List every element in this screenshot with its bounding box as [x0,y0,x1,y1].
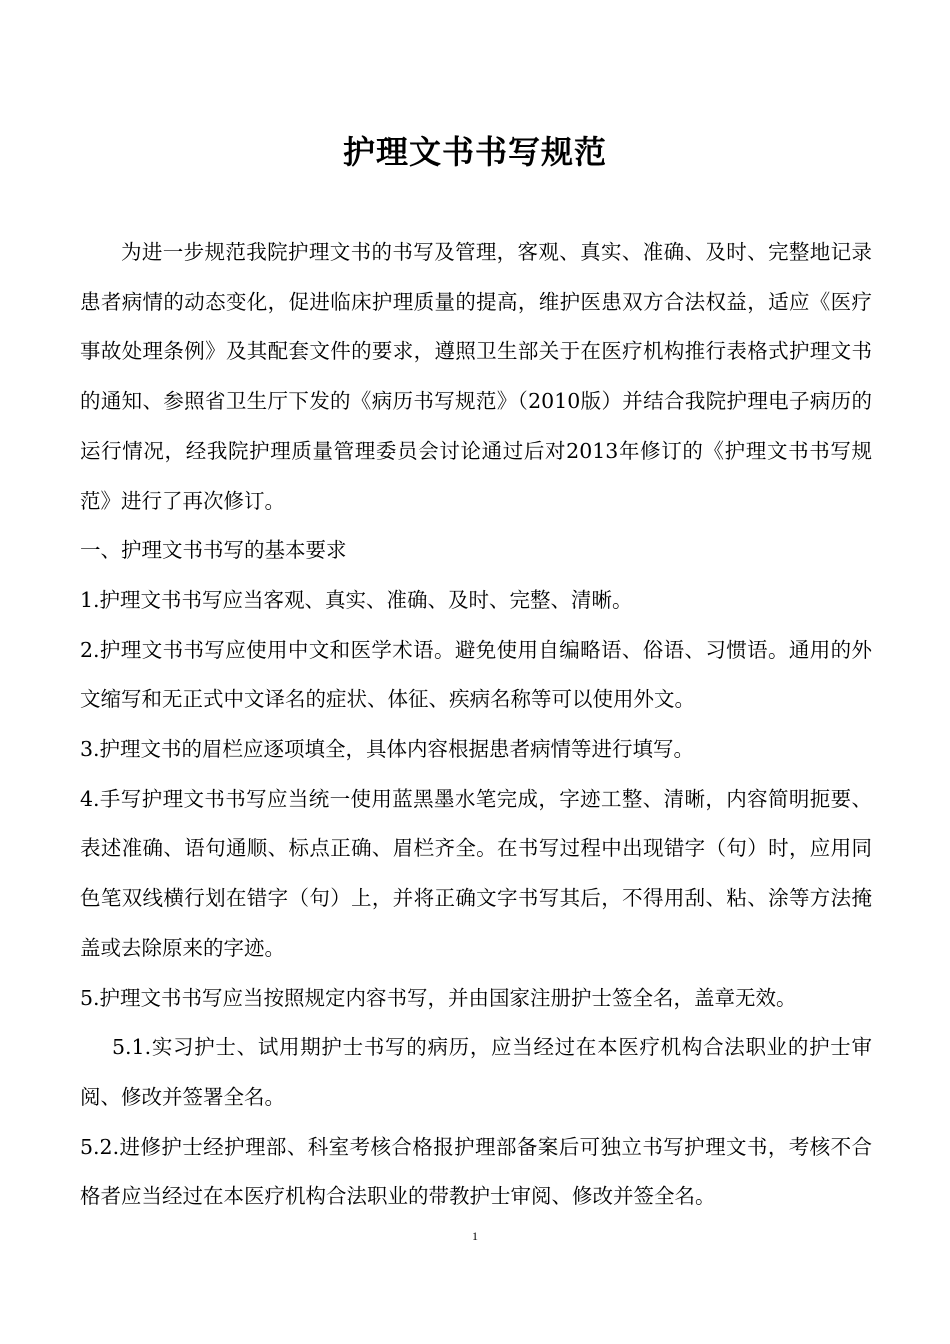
requirement-item-4: 4.手写护理文书书写应当统一使用蓝黑墨水笔完成，字迹工整、清晰，内容简明扼要、表述准确、语句通顺、标点正确、眉栏齐全。在书写过程中出现错字（句）时，应用同色笔双线横行划在错字（句）上，并将正确文字书写其后，不得用刮、粘、涂等方法掩盖或去除原来的字迹。 [80,786,872,960]
requirement-item-2: 2.护理文书书写应使用中文和医学术语。避免使用自编略语、俗语、习惯语。通用的外文缩写和无正式中文译名的症状、体征、疾病名称等可以使用外文。 [80,637,872,712]
requirement-item-5: 5.护理文书书写应当按照规定内容书写，并由国家注册护士签全名，盖章无效。 [80,985,797,1010]
requirement-item-5-2: 5.2.进修护士经护理部、科室考核合格报护理部备案后可独立书写护理文书，考核不合格者应当经过在本医疗机构合法职业的带教护士审阅、修改并签全名。 [80,1134,872,1209]
requirement-item-1: 1.护理文书书写应当客观、真实、准确、及时、完整、清晰。 [80,587,633,612]
document-body [80,228,872,1222]
requirement-item-5-1: 5.1.实习护士、试用期护士书写的病历，应当经过在本医疗机构合法职业的护士审阅、修改并签署全名。 [80,1035,872,1109]
page-number: 1 [472,1229,478,1243]
intro-paragraph: 为进一步规范我院护理文书的书写及管理，客观、真实、准确、及时、完整地记录患者病情的动态变化，促进临床护理质量的提高，维护医患双方合法权益，适应《医疗事故处理条例》及其配套文件的要求，遵照卫生部关于在医疗机构推行表格式护理文书的通知、参照省卫生厅下发的《病历书写规范》（2010版）并结合我院护理电子病历的运行情况，经我院护理质量管理委员会讨论通过后对2013年修订的《护理文书书写规范》进行了再次修订。 [80,240,872,513]
requirement-item-3: 3.护理文书的眉栏应逐项填全，具体内容根据患者病情等进行填写。 [80,737,695,762]
document-title: 护理文书书写规范 [342,133,607,171]
section-heading: 一、护理文书书写的基本要求 [80,538,347,563]
